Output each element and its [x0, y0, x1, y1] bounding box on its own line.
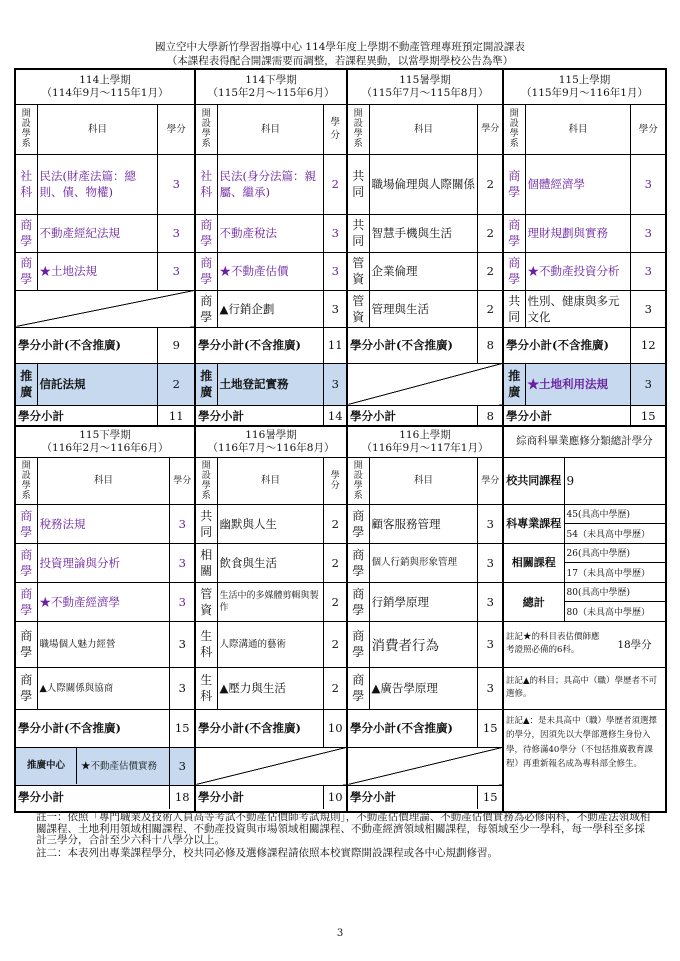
course-row [16, 154, 194, 214]
col-subject-header: 科目 [369, 104, 478, 154]
course-credit: 3 [158, 154, 194, 214]
subtotal-excl-label: 學分小計(不含推廣) [504, 327, 631, 363]
course-subject: ▲人際關係與協商 [37, 667, 170, 709]
course-credit: 3 [324, 214, 346, 252]
course-dept: 社科 [16, 154, 37, 214]
semester-panel-114-spring [196, 70, 348, 427]
course-subject: ★不動產估價 [217, 252, 324, 290]
course-credit: 2 [324, 504, 346, 543]
subtotal-excl-label: 學分小計(不含推廣) [16, 709, 170, 747]
course-dept: 商學 [504, 252, 525, 290]
semester-name: 115上學期 [558, 73, 611, 86]
subtotal-value: 18 [170, 785, 194, 809]
course-dept: 共同 [196, 504, 217, 543]
subtotal-excl-value: 12 [631, 327, 665, 363]
col-credit-header: 學分 [631, 104, 665, 154]
summary-row-school-common [504, 457, 665, 504]
course-credit: 3 [170, 543, 194, 582]
subtotal-excl-value: 15 [170, 709, 194, 747]
subtotal-excl-row [16, 709, 194, 747]
course-dept: 共同 [348, 154, 369, 214]
course-row [196, 214, 346, 252]
course-row [196, 667, 346, 709]
course-credit: 3 [478, 667, 502, 709]
course-credit: 2 [324, 582, 346, 621]
subtotal-excl-label: 學分小計(不含推廣) [348, 709, 478, 747]
promo-row [16, 363, 194, 405]
subtotal-excl-row [348, 709, 502, 747]
subtotal-label: 學分小計 [16, 785, 170, 809]
col-dept-header: 開設學系 [196, 457, 217, 504]
subtotal-excl-value: 10 [324, 709, 346, 747]
col-dept-header: 開設學系 [348, 104, 369, 154]
subtotal-row [196, 405, 346, 427]
summary-row-related [504, 543, 665, 562]
course-subject: 投資理論與分析 [37, 543, 170, 582]
promo-dept: 推廣 [196, 363, 217, 405]
course-row [16, 667, 194, 709]
semester-range: （115年2月～115年6月） [207, 86, 335, 99]
subtotal-excl-value: 8 [478, 327, 502, 363]
col-subject-header: 科目 [217, 457, 324, 504]
course-subject: 消費者行為 [369, 621, 478, 667]
empty-cell [348, 747, 502, 785]
course-subject: 職場倫理與人際關係 [369, 154, 478, 214]
course-subject: 不動產經紀法規 [37, 214, 158, 252]
summary-triangle-note2-row [504, 709, 665, 809]
course-credit: 2 [478, 214, 502, 252]
subtotal-excl-row [16, 327, 194, 363]
course-subject: 管理與生活 [369, 290, 478, 327]
promo-credit: 3 [170, 747, 194, 785]
course-subject: 企業倫理 [369, 252, 478, 290]
course-dept: 共同 [504, 290, 525, 327]
course-row [504, 252, 665, 290]
semester-header [348, 427, 502, 457]
summary-label: 相關課程 [504, 543, 564, 582]
semester-range: （116年2月～116年6月） [41, 441, 169, 454]
semester-header [504, 70, 665, 104]
summary-title: 綜商科畢業應修分類總計學分 [504, 427, 665, 457]
promo-subject: ★不動產估價實務 [81, 760, 158, 772]
subtotal-row [348, 785, 502, 809]
page-title: 國立空中大學新竹學習指導中心 114學年度上學期不動產管理專班預定開設課表 [155, 41, 525, 53]
subtotal-row [348, 405, 502, 427]
course-dept: 管資 [348, 252, 369, 290]
col-dept-header: 開設學系 [348, 457, 369, 504]
subtotal-label: 學分小計 [348, 405, 478, 427]
course-dept: 商學 [16, 252, 37, 290]
semester-range: （116年9月～117年1月） [361, 441, 489, 454]
course-subject: ▲廣告學原理 [369, 667, 478, 709]
summary-value: 54（未具高中學歷） [564, 523, 665, 543]
course-credit: 3 [158, 252, 194, 290]
empty-row [348, 363, 502, 405]
course-row [196, 582, 346, 621]
subtotal-label: 學分小計 [196, 405, 324, 427]
course-row [16, 621, 194, 667]
promo-subject: 信託法規 [37, 363, 158, 405]
course-row [348, 154, 502, 214]
star-note: 註記★的科目表估價師應考證照必備的6科。 [504, 621, 604, 667]
subtotal-row [16, 405, 194, 427]
subtotal-excl-row [348, 327, 502, 363]
course-dept: 商學 [16, 543, 37, 582]
course-dept: 生科 [196, 667, 217, 709]
course-credit: 3 [478, 543, 502, 582]
course-subject: 民法(財產法篇：總則、債、物權) [37, 154, 158, 214]
course-row [504, 290, 665, 327]
subtotal-row [196, 785, 346, 809]
course-row [196, 504, 346, 543]
summary-row-major [504, 504, 665, 523]
col-credit-header: 學分 [324, 104, 346, 154]
subtotal-excl-row [196, 327, 346, 363]
promo-credit: 2 [158, 363, 194, 405]
course-dept: 商學 [348, 582, 369, 621]
course-row [16, 543, 194, 582]
course-dept: 商學 [348, 543, 369, 582]
semester-header [348, 70, 502, 104]
course-subject: ▲行銷企劃 [217, 290, 324, 327]
subtotal-excl-label: 學分小計(不含推廣) [16, 327, 158, 363]
course-credit: 3 [324, 252, 346, 290]
course-credit: 3 [170, 667, 194, 709]
course-dept: 商學 [16, 621, 37, 667]
subtotal-value: 11 [158, 405, 194, 427]
footnote-1: 註一：依照「專門職業及技術人員高等考試不動產估價師考試規則」，不動產估價理論、不動產估價實務為必修兩科，不動產法領域相關課程、土地利用領域相關課程、不動產投資與市場領域相關課程、不動產經濟領域相關課程，每領域至少一學科，每一學科至多採計三學分，合計至少六科十八學分以上。 [36, 811, 651, 846]
course-dept: 社科 [196, 154, 217, 214]
semester-panel-116-summer [196, 427, 348, 811]
semester-range: （115年7月～115年8月） [361, 86, 489, 99]
promo-row [504, 363, 665, 405]
subtotal-row [504, 405, 665, 427]
subtotal-excl-value: 9 [158, 327, 194, 363]
promo-cell [16, 747, 170, 785]
subtotal-label: 學分小計 [348, 785, 478, 809]
course-subject: 飲食與生活 [217, 543, 324, 582]
course-credit: 2 [324, 543, 346, 582]
semester-name: 115下學期 [79, 428, 131, 441]
course-dept: 商學 [196, 214, 217, 252]
course-credit: 3 [631, 290, 665, 327]
col-dept-header: 開設學系 [16, 457, 37, 504]
semester-name: 115暑學期 [399, 73, 451, 86]
summary-value: 26(具高中學歷) [564, 543, 665, 562]
semester-range: （114年9月～115年1月） [41, 86, 169, 99]
course-row [348, 621, 502, 667]
subtotal-value: 14 [324, 405, 346, 427]
course-subject: 幽默與人生 [217, 504, 324, 543]
course-dept: 管資 [196, 582, 217, 621]
course-dept: 管資 [348, 290, 369, 327]
subtotal-excl-row [196, 709, 346, 747]
col-dept-header: 開設學系 [16, 104, 37, 154]
course-subject: ▲壓力與生活 [217, 667, 324, 709]
summary-value: 17（未具高中學歷） [564, 562, 665, 582]
course-subject: 顧客服務管理 [369, 504, 478, 543]
course-dept: 商學 [348, 667, 369, 709]
course-credit: 3 [631, 252, 665, 290]
course-row [16, 252, 194, 290]
summary-value: 80(具高中學歷) [564, 582, 665, 601]
course-row [196, 154, 346, 214]
course-credit: 3 [631, 214, 665, 252]
semester-name: 114下學期 [245, 73, 297, 86]
course-credit: 3 [478, 582, 502, 621]
course-credit: 3 [478, 621, 502, 667]
course-dept: 商學 [196, 252, 217, 290]
course-credit: 3 [170, 504, 194, 543]
course-row [348, 252, 502, 290]
empty-row [16, 290, 194, 327]
promo-credit: 3 [324, 363, 346, 405]
semester-panel-115-fall [504, 70, 665, 427]
col-subject-header: 科目 [37, 457, 170, 504]
promo-subject: ★土地利用法規 [525, 363, 631, 405]
subtotal-label: 學分小計 [16, 405, 158, 427]
course-credit: 2 [478, 290, 502, 327]
course-subject: 職場個人魅力經營 [37, 621, 170, 667]
course-dept: 商學 [504, 154, 525, 214]
course-dept: 商學 [348, 504, 369, 543]
empty-row [196, 747, 346, 785]
summary-label: 科專業課程 [504, 504, 564, 543]
summary-row-total [504, 582, 665, 601]
empty-cell [16, 290, 194, 327]
course-subject: 行銷學原理 [369, 582, 478, 621]
summary-value: 80（未具高中學歷） [564, 601, 665, 621]
course-row [348, 667, 502, 709]
col-subject-header: 科目 [525, 104, 631, 154]
col-dept-header: 開設學系 [504, 104, 525, 154]
triangle-note-detail: 註記▲：是未具高中（職）學歷者須選擇的學分，因須先以大學部選修生身份入學，待修滿40學分（不包括推廣教育課程）再重新報名成為專科部全修生。 [504, 709, 665, 809]
col-subject-header: 科目 [37, 104, 158, 154]
course-dept: 商學 [16, 504, 37, 543]
course-dept: 共同 [348, 214, 369, 252]
summary-label: 總計 [504, 582, 564, 621]
course-credit: 3 [170, 621, 194, 667]
subtotal-label: 學分小計 [196, 785, 324, 809]
subtotal-excl-value: 15 [478, 709, 502, 747]
page-number: 3 [336, 928, 344, 939]
course-row [348, 290, 502, 327]
course-credit: 3 [158, 214, 194, 252]
course-subject: 民法(身分法篇：親屬、繼承) [217, 154, 324, 214]
course-grid [14, 68, 667, 813]
col-subject-header: 科目 [369, 457, 478, 504]
course-subject: 稅務法規 [37, 504, 170, 543]
semester-panel-115-spring [16, 427, 196, 811]
subtotal-excl-value: 11 [324, 327, 346, 363]
promo-dept: 推廣中心 [16, 748, 77, 784]
course-subject: 不動產稅法 [217, 214, 324, 252]
empty-row [348, 747, 502, 785]
col-dept-header: 開設學系 [196, 104, 217, 154]
course-row [348, 214, 502, 252]
subtotal-excl-label: 學分小計(不含推廣) [196, 709, 324, 747]
subtotal-value: 8 [478, 405, 502, 427]
course-row [16, 504, 194, 543]
semester-name: 114上學期 [79, 73, 131, 86]
course-row [196, 290, 346, 327]
course-credit: 3 [170, 582, 194, 621]
promo-row [16, 747, 194, 785]
course-credit: 3 [631, 154, 665, 214]
course-subject: ★不動產經濟學 [37, 582, 170, 621]
course-subject: 個人行銷與形象管理 [369, 543, 478, 582]
semester-panel-114-fall [16, 70, 196, 427]
col-credit-header: 學分 [478, 104, 502, 154]
col-credit-header: 學分 [324, 457, 346, 504]
course-subject: 性別、健康與多元文化 [525, 290, 631, 327]
semester-panel-116-fall [348, 427, 504, 811]
subtotal-excl-row [504, 327, 665, 363]
summary-triangle-note-row [504, 667, 665, 709]
course-row [16, 214, 194, 252]
course-subject: 理財規劃與實務 [525, 214, 631, 252]
course-dept: 相關 [196, 543, 217, 582]
course-credit: 2 [324, 621, 346, 667]
subtotal-label: 學分小計 [504, 405, 631, 427]
summary-value: 45(具高中學歷) [564, 504, 665, 523]
subtotal-value: 10 [324, 785, 346, 809]
course-row [348, 504, 502, 543]
summary-label: 校共同課程 [504, 457, 564, 504]
course-dept: 生科 [196, 621, 217, 667]
semester-header [16, 427, 194, 457]
promo-row [196, 363, 346, 405]
course-subject: 智慧手機與生活 [369, 214, 478, 252]
subtotal-excl-label: 學分小計(不含推廣) [348, 327, 478, 363]
page-subtitle: （本課程表得配合開課需要而調整，若課程異動，以當學期學校公告為準） [166, 55, 514, 67]
subtotal-value: 15 [631, 405, 665, 427]
course-dept: 商學 [348, 621, 369, 667]
graduation-summary-panel [504, 427, 665, 811]
course-credit: 2 [324, 154, 346, 214]
col-credit-header: 學分 [478, 457, 502, 504]
course-row [504, 154, 665, 214]
course-row [504, 214, 665, 252]
course-row [196, 621, 346, 667]
course-credit: 3 [478, 504, 502, 543]
triangle-note: 註記▲的科目；具高中（職）學歷者不可選修。 [504, 667, 665, 709]
semester-panel-115-summer [348, 70, 504, 427]
course-subject: 人際溝通的藝術 [217, 621, 324, 667]
semester-header [16, 70, 194, 104]
semester-header [196, 70, 346, 104]
course-credit: 2 [478, 154, 502, 214]
semester-name: 116暑學期 [245, 428, 297, 441]
course-dept: 商學 [16, 214, 37, 252]
course-credit: 2 [478, 252, 502, 290]
promo-dept: 推廣 [16, 363, 37, 405]
star-credit: 18學分 [604, 621, 665, 667]
course-subject: ★不動產投資分析 [525, 252, 631, 290]
promo-dept: 推廣 [504, 363, 525, 405]
course-subject: 生活中的多媒體剪輯與製作 [217, 582, 324, 621]
course-credit: 3 [324, 290, 346, 327]
col-credit-header: 學分 [158, 104, 194, 154]
course-row [348, 543, 502, 582]
course-dept: 商學 [16, 582, 37, 621]
footnotes [34, 812, 654, 859]
semester-range: （115年9月～116年1月） [521, 86, 648, 99]
course-credit: 2 [324, 667, 346, 709]
course-subject: 個體經濟學 [525, 154, 631, 214]
col-credit-header: 學分 [170, 457, 194, 504]
col-subject-header: 科目 [217, 104, 324, 154]
subtotal-excl-label: 學分小計(不含推廣) [196, 327, 324, 363]
summary-star-note-row [504, 621, 665, 667]
subtotal-value: 15 [478, 785, 502, 809]
semester-header [196, 427, 346, 457]
promo-credit: 3 [631, 363, 665, 405]
summary-value: 9 [564, 457, 665, 504]
empty-cell [348, 363, 502, 405]
footnote-2: 註二：本表列出專業課程學分，校共同必修及選修課程請依照本校實際開設課程或各中心規劃修習。 [36, 846, 498, 859]
course-dept: 商學 [196, 290, 217, 327]
semester-range: （116年7月～116年8月） [207, 441, 335, 454]
semester-name: 116上學期 [399, 428, 451, 441]
empty-cell [196, 747, 346, 785]
course-subject: ★土地法規 [37, 252, 158, 290]
course-dept: 商學 [16, 667, 37, 709]
course-dept: 商學 [504, 214, 525, 252]
course-row [196, 543, 346, 582]
course-row [196, 252, 346, 290]
subtotal-row [16, 785, 194, 809]
course-row [348, 582, 502, 621]
course-row [16, 582, 194, 621]
promo-subject: 土地登記實務 [217, 363, 324, 405]
